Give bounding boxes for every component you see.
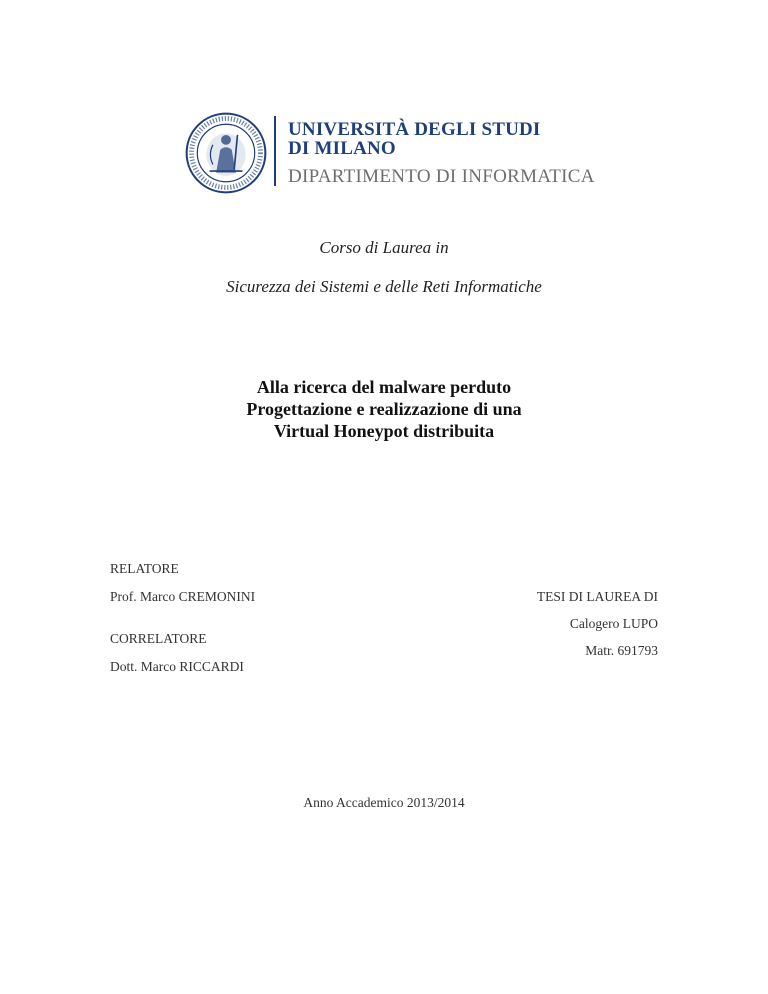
course-name: Sicurezza dei Sistemi e delle Reti Informatiche bbox=[226, 277, 542, 296]
course-label: Corso di Laurea in bbox=[319, 238, 449, 257]
university-seal-icon bbox=[185, 112, 267, 194]
student-name: Calogero LUPO bbox=[569, 616, 658, 631]
correlatore-label: CORRELATORE bbox=[110, 631, 207, 646]
relatore-label: RELATORE bbox=[110, 561, 179, 576]
thesis-title-line1: Alla ricerca del malware perduto bbox=[256, 377, 512, 397]
university-name-line2: DI MILANO bbox=[288, 138, 396, 159]
header-divider bbox=[274, 116, 276, 186]
correlatore-name: Dott. Marco RICCARDI bbox=[110, 659, 244, 674]
academic-year: Anno Accademico 2013/2014 bbox=[303, 795, 465, 810]
student-matricola: Matr. 691793 bbox=[585, 643, 658, 658]
relatore-name: Prof. Marco CREMONINI bbox=[110, 589, 256, 604]
department-name: DIPARTIMENTO DI INFORMATICA bbox=[288, 166, 595, 187]
thesis-title-line2: Progettazione e realizzazione di una bbox=[246, 399, 522, 419]
thesis-title-line3: Virtual Honeypot distribuita bbox=[273, 421, 495, 441]
university-name-line1: UNIVERSITÀ DEGLI STUDI bbox=[288, 119, 541, 140]
thesis-author-label: TESI DI LAUREA DI bbox=[536, 589, 658, 604]
